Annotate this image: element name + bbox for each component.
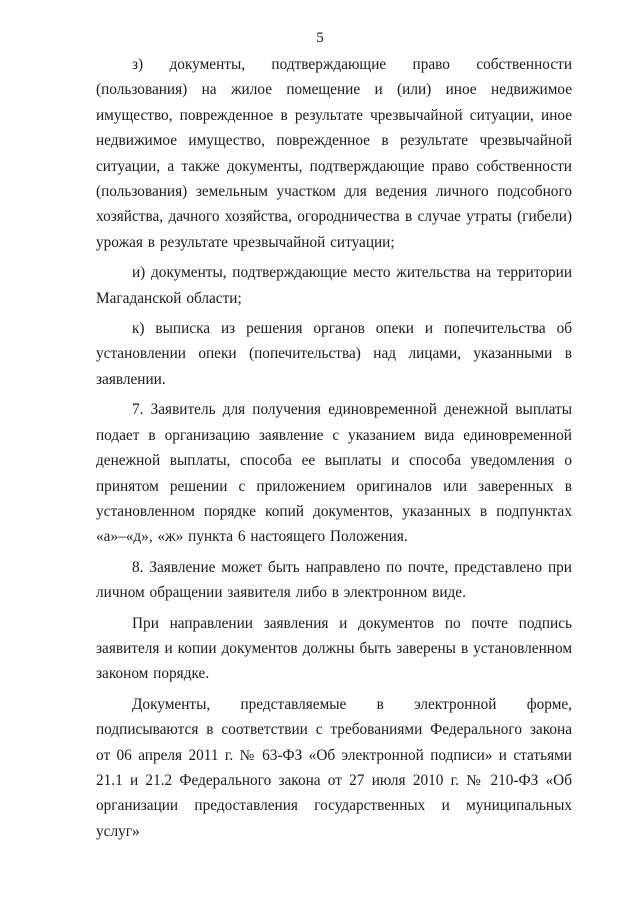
paragraph-7-application-submission: 7. Заявитель для получения единовременной денежной выплаты подает в организацию заявление с указанием вида единовременной денежной выплаты, способа ее выплаты и способа уведомления о принятом решении с приложением оригиналов или заверенных в установленном порядке копий документов, указанных в подпунктах «а»–«д», «ж» пункта 6 настоящего Положения. [96, 401, 572, 546]
paragraph-electronic-signature: Документы, представляемые в электронной форме, подписываются в соответствии с требованиями Федерального закона от 06 апреля 2011 г. № 63-ФЗ «Об электронной подписи» и статьями 21.1 и 21.2 Федерального закона от 27 июля 2010 г. № 210-ФЗ «Об организации предоставления государственных и муниципальных услуг» [96, 695, 572, 840]
page-number: 5 [316, 30, 324, 46]
paragraph-z-ownership-documents: з) документы, подтверждающие право собственности (пользования) на жилое помещение и (или) иное недвижимое имущество, поврежденное в результате чрезвычайной ситуации, иное недвижимое имущество, поврежденное в результате чрезвычайной ситуации, а также документы, подтверждающие право собственности (пользования) земельным участком для ведения личного подсобного хозяйства, дачного хозяйства, огородничества в случае утраты (гибели) урожая в результате чрезвычайной ситуации; [96, 56, 572, 251]
paragraph-postal-certification: При направлении заявления и документов по почте подпись заявителя и копии документов должны быть заверены в установленном законом порядке. [96, 614, 572, 683]
paragraph-i-residence-documents: и) документы, подтверждающие место жительства на территории Магаданской области; [96, 264, 572, 307]
paragraph-8-submission-methods: 8. Заявление может быть направлено по почте, представлено при личном обращении заявителя либо в электронном виде. [96, 558, 572, 602]
paragraph-k-guardianship-extract: к) выписка из решения органов опеки и попечительства об установлении опеки (попечительства) над лицами, указанными в заявлении. [96, 320, 572, 388]
document-body [96, 52, 572, 844]
